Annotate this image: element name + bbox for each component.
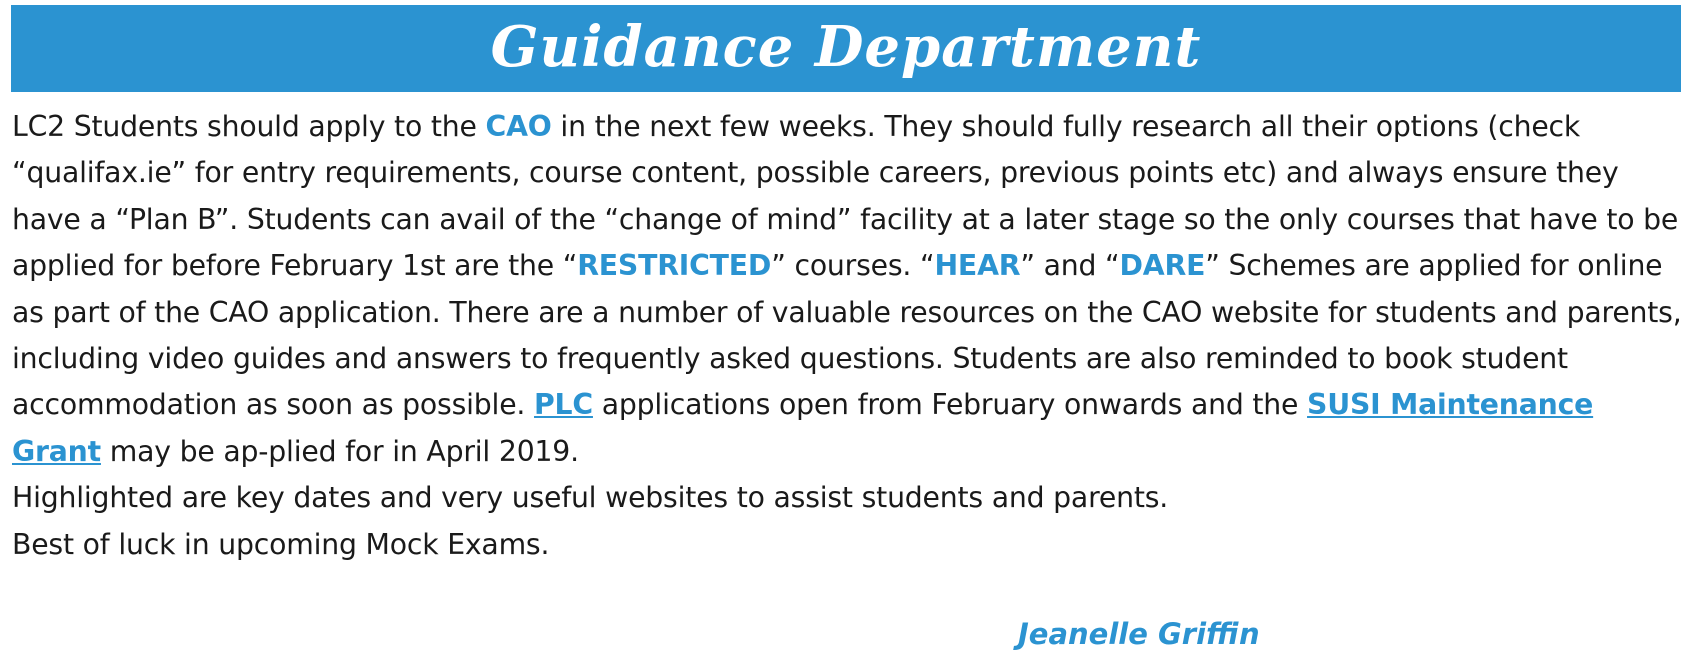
highlight-cao: CAO — [485, 110, 552, 143]
susi-grant-link[interactable]: SUSI Maintenance Grant — [12, 388, 1594, 468]
text-segment: LC2 Students should apply to the — [12, 110, 486, 143]
text-segment: applications open from February onwards and the — [592, 388, 1308, 422]
paragraph-main — [12, 104, 1686, 475]
signature: Jeanelle Griffin — [1018, 617, 1260, 651]
highlight-dare: DARE — [1119, 249, 1206, 283]
highlight-restricted: RESTRICTED — [577, 249, 772, 283]
plc-link[interactable]: PLC — [534, 388, 593, 422]
highlight-hear: HEAR — [934, 249, 1021, 283]
paragraph-good-luck: Best of luck in upcoming Mock Exams. — [12, 527, 550, 561]
text-segment: may be ap-plied for in April 2019. — [100, 434, 579, 468]
article-body — [12, 104, 1686, 568]
paragraph-highlights: Highlighted are key dates and very useful websites to assist students and parents. — [12, 481, 1169, 515]
text-segment: ” Schemes are applied for online as part of the CAO application. There are a number of valuable resources on the CAO website for students and parents, including video guides and answers to frequently asked questions. Students are also reminded to book student accommodation as soon as possible. — [12, 249, 1682, 422]
text-segment: in the next few weeks. They should fully research all their options (check “qualifax.ie” for entry requirements, course content, possible careers, previous points etc) and always ensure they have a “Plan B”. Students can avail of the “change of mind” facility at a later stage so the only courses that have to be applied for before February 1st are the “ — [12, 110, 1679, 283]
page-title: Guidance Department — [490, 13, 1202, 80]
text-segment: ” and “ — [1020, 249, 1120, 283]
text-segment: ” courses. “ — [771, 249, 935, 283]
header-banner — [11, 5, 1681, 92]
